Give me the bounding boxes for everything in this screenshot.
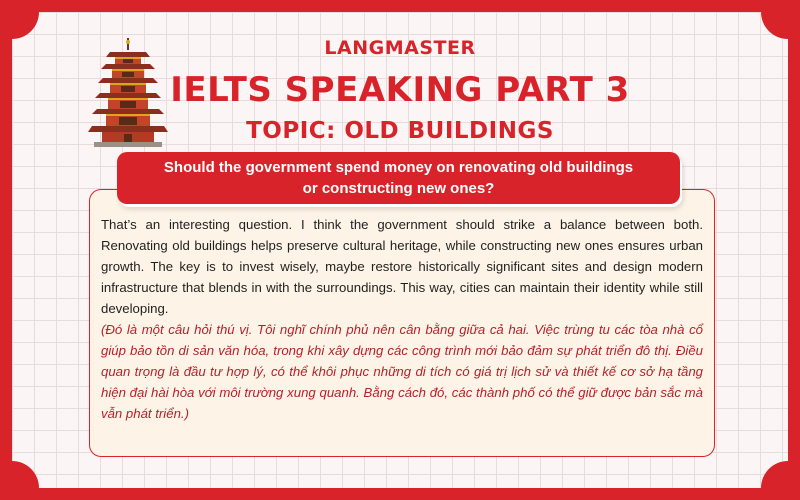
topic-heading: TOPIC: OLD BUILDINGS	[246, 118, 554, 144]
question-banner	[117, 152, 680, 204]
question-line: or constructing new ones?	[302, 180, 495, 197]
answer-vietnamese: (Đó là một câu hỏi thú vị. Tôi nghĩ chính phủ nên cân bằng giữa cả hai. Việc trùng tu các tòa nhà cổ giúp bảo tồn di sản văn hóa, trong khi xây dựng các công trình mới bảo đảm sự phát triển đô thị. Điều quan trọng là đầu tư hợp lý, có thể khôi phục những di tích có giá trị lịch sử và thiết kế cơ sở hạ tầng hiện đại hài hòa với môi trường xung quanh. Bằng cách đó, các thành phố có thể giữ được bản sắc mà vẫn phát triển.)	[101, 322, 703, 421]
corner-decoration	[12, 461, 39, 488]
answer-english: That’s an interesting question. I think the government should strike a balance between both. Renovating old buildings helps preserve cultural heritage, while constructing new ones ensures urban growth. The key is to invest wisely, maybe restore historically significant sites and design modern infrastructure that blends in with the surroundings. This way, cities can maintain their identity while still developing.	[101, 217, 703, 316]
corner-decoration	[12, 12, 39, 39]
answer-box	[89, 189, 715, 457]
corner-decoration	[761, 12, 788, 39]
question-line: Should the government spend money on renovating old buildings	[163, 159, 634, 176]
pagoda-icon	[88, 38, 168, 148]
corner-decoration	[761, 461, 788, 488]
brand-logo: LANGMASTER	[324, 37, 476, 59]
page-title: IELTS SPEAKING PART 3	[170, 70, 630, 110]
